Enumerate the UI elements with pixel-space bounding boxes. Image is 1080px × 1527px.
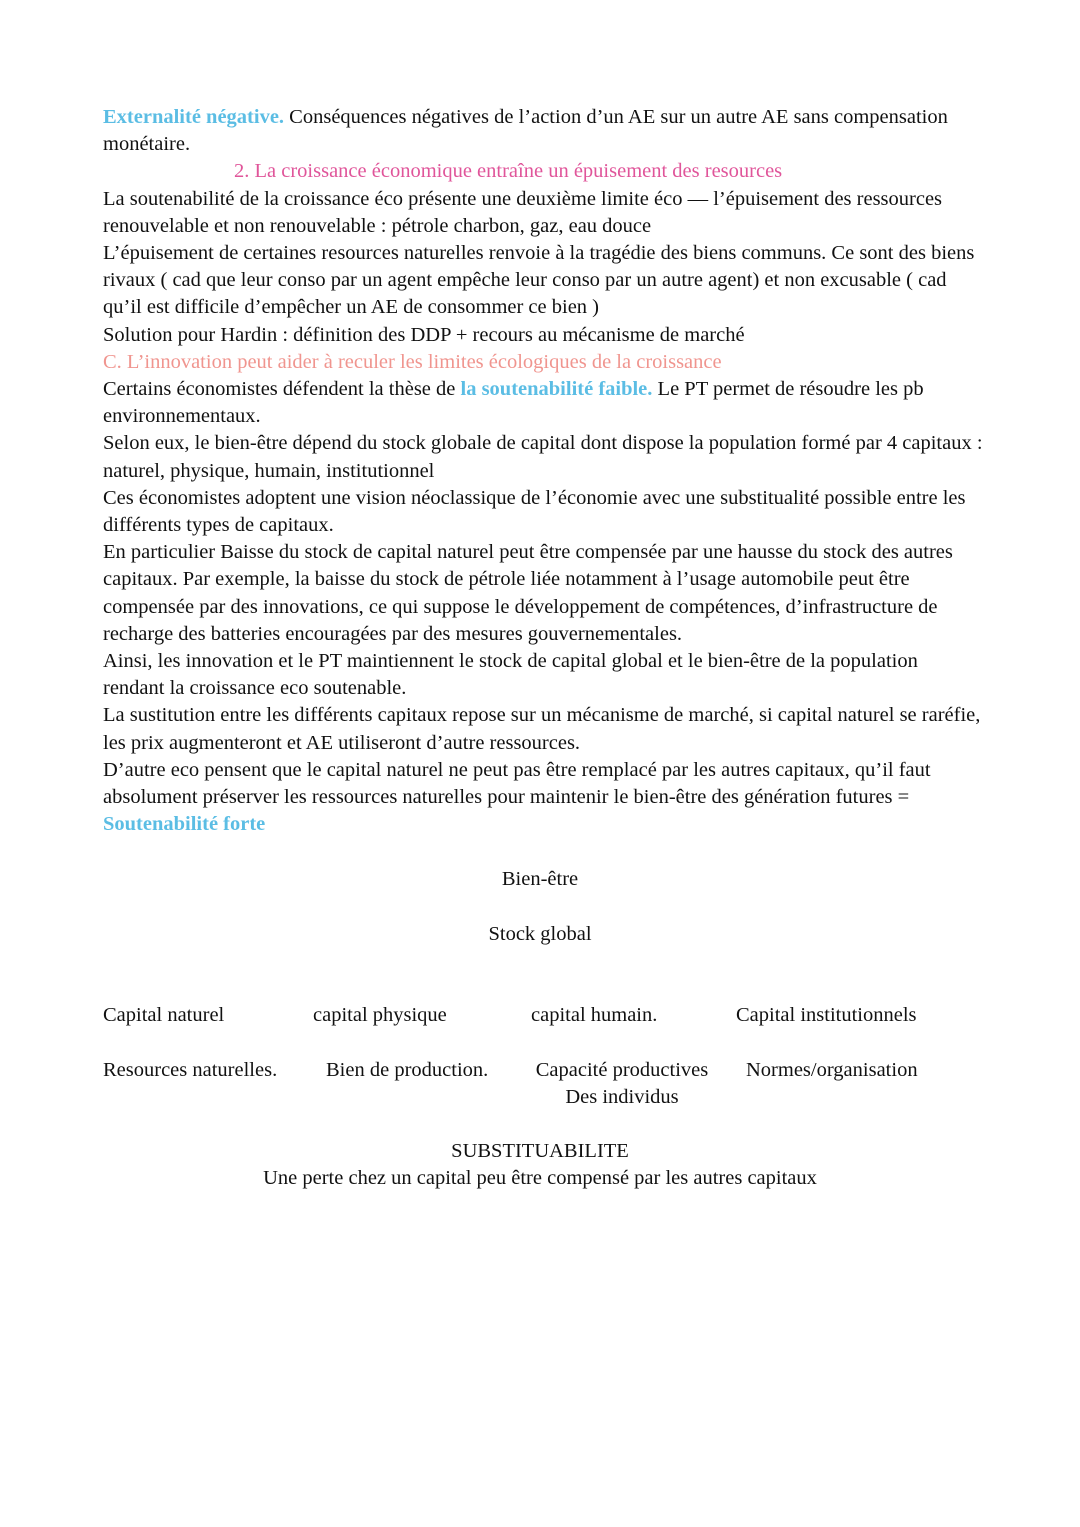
section-heading-c: C. L’innovation peut aider à reculer les limites écologiques de la croissance [103,350,722,373]
diagram-desc-humain-line1: Capacité productives [535,1059,709,1081]
paragraph-neoclassique: Ces économistes adoptent une vision néoclassique de l’économie avec une substitualité possible entre les différents types de capitaux. [103,486,966,537]
paragraph-innovation: Ainsi, les innovation et le PT maintiennent le stock de capital global et le bien-être de la population rendant la croissance eco soutenable. [103,650,918,700]
paragraph-bien-etre: Selon eux, le bien-être dépend du stock globale de capital dont dispose la population formé par 4 capitaux : naturel, physique, humain, institutionnel [103,432,983,482]
diagram-desc-institutionnel: Normes/organisation [746,1059,918,1081]
diagram-capital-physique: capital physique [313,1004,447,1026]
soutenabilite-faible-intro: Certains économistes défendent la thèse de [103,378,461,401]
paragraph-tragedie: L’épuisement de certaines resources naturelles renvoie à la tragédie des biens communs. Ce sont des biens rivaux ( cad que leur conso par un agent empêche leur conso par un autre agent) et non excusable ( cad qu’il est difficile d’empêcher un AE de consommer ce bien ) [103,242,975,319]
diagram-substituabilite-title: SUBSTITUABILITE [451,1140,629,1162]
diagram-desc-humain [536,1057,708,1111]
diagram-capital-institutionnel: Capital institutionnels [736,1004,917,1026]
soutenabilite-forte-intro: D’autre eco pensent que le capital naturel ne peut pas être remplacé par les autres capitaux, qu’il faut absolument préserver les ressources naturelles pour maintenir le bien-être des génération futures = [103,758,931,809]
term-externalite-negative: Externalité négative. [103,106,285,128]
diagram-bien-etre: Bien-être [501,868,579,890]
term-soutenabilite-faible: la soutenabilité faible. [460,378,653,401]
diagram-desc-physique: Bien de production. [326,1059,489,1081]
diagram-desc-humain-line2: Des individus [565,1086,679,1108]
diagram-capital-humain: capital humain. [531,1004,658,1026]
diagram-substituabilite-text: Une perte chez un capital peu être compensé par les autres capitaux [263,1167,817,1189]
diagram-capital-naturel: Capital naturel [103,1004,225,1026]
externalite-definition: Conséquences négatives de l’action d’un AE sur un autre AE sans compensation monétaire. [103,106,948,156]
paragraph-capital-naturel: En particulier Baisse du stock de capital naturel peut être compensée par une hausse du stock des autres capitaux. Par exemple, la baisse du stock de pétrole liée notamment à l’usage automobile peut être compensée par des innovations, ce qui suppose le développement de compétences, d’infrastructure de recharge des batteries encouragées par des mesures gouvernementales. [103,541,953,645]
section-heading-2: 2. La croissance économique entraîne un épuisement des resources [234,160,783,183]
paragraph-epuisement: La soutenabilité de la croissance éco présente une deuxième limite éco — l’épuisement des ressources renouvelable et non renouvelable : pétrole charbon, gaz, eau douce [103,187,943,237]
diagram-stock-global: Stock global [488,923,592,945]
paragraph-substitution: La sustitution entre les différents capitaux repose sur un mécanisme de marché, si capital naturel se raréfie, les prix augmenteront et AE utiliseront d’autre ressources. [103,704,981,754]
paragraph-hardin: Solution pour Hardin : définition des DDP + recours au mécanisme de marché [103,323,745,346]
diagram-desc-naturel: Resources naturelles. [103,1059,278,1081]
term-soutenabilite-forte: Soutenabilité forte [103,813,266,836]
soutenabilite-faible-rest: Le PT permet de résoudre les pb environnementaux. [103,378,924,428]
